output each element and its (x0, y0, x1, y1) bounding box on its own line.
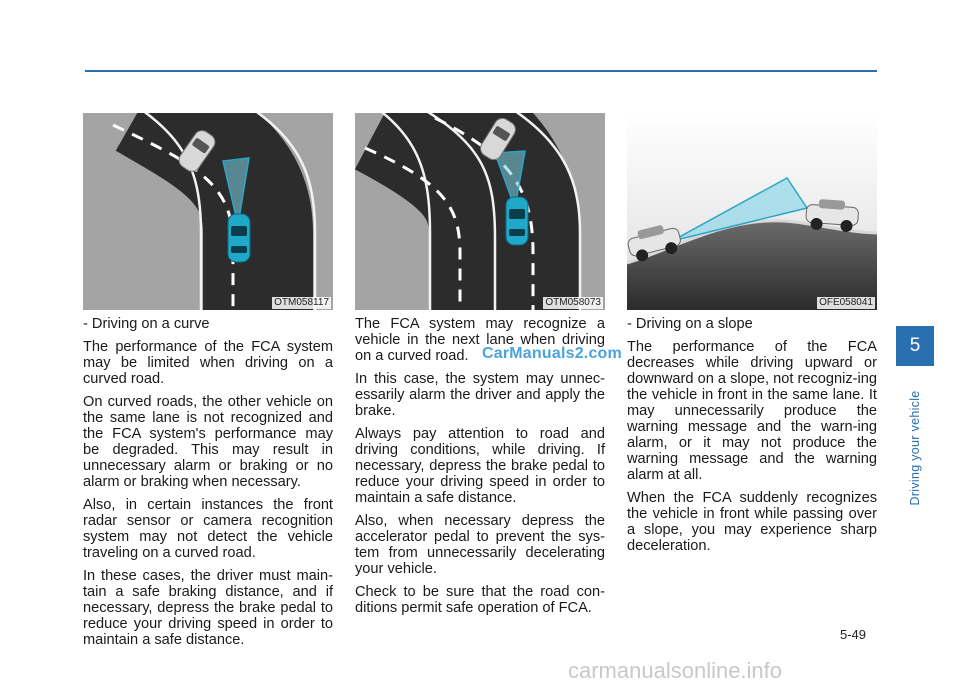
figure-slope (627, 113, 877, 310)
slope-illustration (627, 113, 877, 310)
section-heading-slope: - Driving on a slope (627, 316, 753, 332)
site-watermark: CarManuals2.com (482, 345, 622, 362)
paragraph: In this case, the system may unnec-essarily alarm the driver and apply the brake. (355, 371, 605, 419)
curve-road-illustration (83, 113, 333, 310)
paragraph: On curved roads, the other vehicle on the same lane is not recognized and the FCA system's performance may be degraded. This may result in unnecessary alarm or braking or no alarm or braking when necessary. (83, 394, 333, 490)
paragraph: In these cases, the driver must main-tain a safe braking distance, and if necessary, depress the brake pedal to reduce your driving speed in order to maintain a safe distance. (83, 568, 333, 648)
paragraph: When the FCA suddenly recognizes the vehicle in front while passing over a slope, you may experience sharp deceleration. (627, 490, 877, 554)
figure-code: OTM058117 (274, 297, 329, 308)
paragraph: The performance of the FCA system may be limited when driving on a curved road. (83, 339, 333, 387)
text-column-1 (83, 316, 333, 655)
chapter-number-tab: 5 (896, 326, 934, 366)
chapter-title (905, 378, 925, 518)
figure-code: OTM058073 (545, 297, 601, 308)
section-heading-curve: - Driving on a curve (83, 316, 210, 332)
paragraph: Always pay attention to road and driving conditions, while driving. If necessary, depress the brake pedal to reduce your driving speed in order to maintain a safe distance. (355, 426, 605, 506)
chapter-title-text: Driving your vehicle (908, 390, 922, 506)
text-column-3 (627, 316, 877, 561)
footer-watermark: carmanualsonline.info (568, 658, 783, 683)
curve-two-lane-illustration (355, 113, 605, 310)
paragraph: The performance of the FCA decreases while driving upward or downward on a slope, not recogniz-ing the vehicle in front in the same lane. It may unnecessarily produce the warning message and the warn-ing alarm, or it may not produce the warning message and the warning alarm at all. (627, 339, 877, 483)
paragraph: Check to be sure that the road con-ditions permit safe operation of FCA. (355, 584, 605, 616)
page-number: 5-49 (840, 627, 867, 642)
paragraph: The FCA system may recognize a vehicle in the next lane when driving on a curved road. (355, 316, 605, 364)
header-rule (85, 70, 877, 72)
paragraph: Also, in certain instances the front radar sensor or camera recognition system may not detect the vehicle traveling on a curved road. (83, 497, 333, 561)
figure-curve-same-lane (83, 113, 333, 310)
figure-code: OFE058041 (819, 297, 873, 308)
paragraph: Also, when necessary depress the accelerator pedal to prevent the sys-tem from unnecessarily decelerating your vehicle. (355, 513, 605, 577)
figure-curve-next-lane (355, 113, 605, 310)
